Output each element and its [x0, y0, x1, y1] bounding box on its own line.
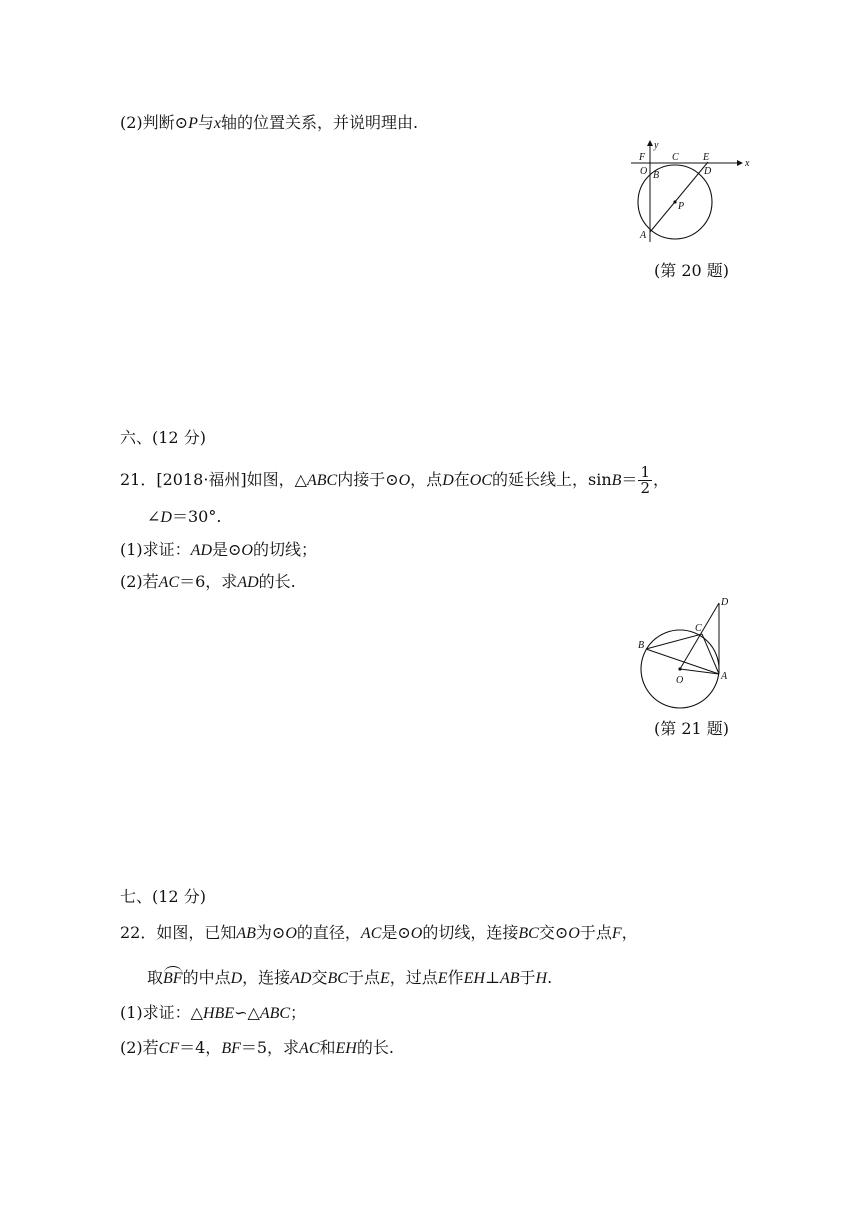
q21-label-b: B [638, 640, 645, 651]
q20-x-arrow [737, 160, 743, 166]
q20-part2-text: (2)判断⊙P与x轴的位置关系，并说明理由. [120, 113, 419, 132]
q22-part1: (1)求证：△HBE∽△ABC； [120, 1003, 307, 1022]
q20-label-y: y [654, 140, 659, 151]
q20-caption: (第 20 题) [654, 261, 730, 280]
q21-label-d: D [721, 597, 729, 608]
q20-label-b: B [653, 170, 660, 181]
q21-label-o: O [676, 675, 684, 686]
q21-fraction: $\frac{1}{2}$ [640, 463, 650, 497]
q20-label-x: x [745, 158, 750, 169]
q21-point-o [678, 667, 681, 670]
q21-part1: (1)求证：AD是⊙O的切线； [120, 540, 317, 559]
section7-title: 七、(12 分) [120, 887, 206, 906]
q22-line2: 取BF的中点D，连接AD交BC于点E，过点E作EH⊥AB于H. [147, 968, 553, 987]
section6-title: 六、(12 分) [120, 428, 206, 447]
q22-line1: 22．如图，已知AB为⊙O的直径，AC是⊙O的切线，连接BC交⊙O于点F， [120, 923, 638, 942]
q21-figure [635, 595, 745, 715]
q21-line2: ∠D＝30°. [147, 507, 222, 526]
q22-arc-bf: BF [163, 970, 183, 987]
q21-label-c: C [695, 623, 702, 634]
q20-label-e: E [703, 152, 710, 163]
q21-part2: (2)若AC＝6，求AD的长. [120, 572, 296, 591]
q21-caption: (第 21 题) [654, 719, 730, 738]
q20-y-arrow [647, 140, 653, 146]
q20-label-f: F [639, 152, 646, 163]
q21-line1: 21．[2018·福州]如图，△ABC内接于⊙O，点D在OC的延长线上，sinB＝ $\frac{1}{2}$ ， [120, 463, 669, 497]
q20-label-o: O [640, 166, 648, 177]
q21-line-ba [646, 649, 719, 674]
q20-point-p [673, 200, 676, 203]
q20-label-a: A [640, 230, 647, 241]
q20-label-p: P [678, 201, 685, 212]
q22-part2: (2)若CF＝4，BF＝5，求AC和EH的长. [120, 1038, 394, 1057]
q20-label-c: C [672, 152, 679, 163]
q20-figure [625, 138, 755, 248]
q21-label-a: A [721, 671, 728, 682]
q20-label-d: D [704, 166, 712, 177]
